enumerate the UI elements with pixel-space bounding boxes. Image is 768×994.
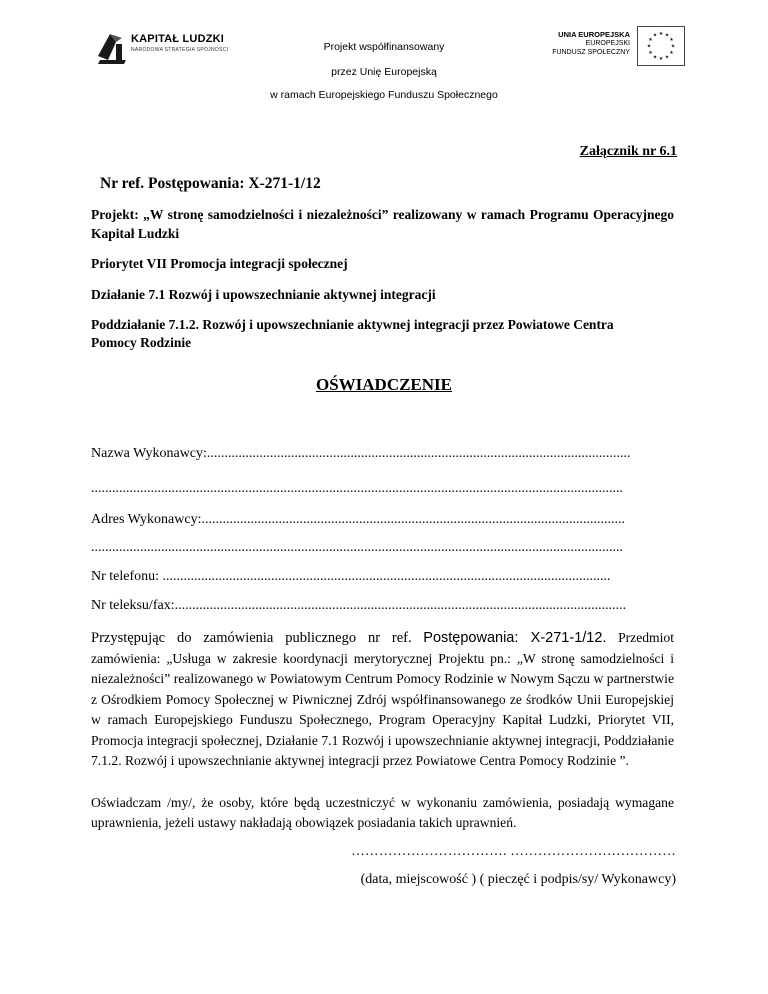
document-title: OŚWIADCZENIE: [315, 375, 453, 394]
phone-field[interactable]: Nr telefonu: ................................................................................................................................: [91, 569, 611, 584]
paragraph-1-c: Przedmiot zamówienia: „Usługa w zakresie koordynacji merytorycznej Projektu pn.: „W stronę samodzielności i niezależności” realizowanego w Powiatowym Centrum Pomocy Rodzinie w Nowym Sączu w partnerstwie z Ośrodkiem Pomocy Społecznej w Piwnicznej Zdrój współfinansowanego ze środków Unii Europejskiej w ramach Europejskiego Funduszu Społecznego, Program Operacyjny Kapitał Ludzki, Priorytet VII, Promocja integracji społecznej, Działanie 7.1 Rozwój i upowszechnianie aktywnej integracji, Poddziałanie 7.1.2. Rozwój i upowszechnianie aktywnej integracji przez Powiatowe Centra Pomocy Rodzinie ”.: [91, 630, 674, 768]
phone-label: Nr telefonu:: [91, 569, 160, 584]
contractor-name-field[interactable]: Nazwa Wykonawcy:.........................................................................................................................: [91, 446, 631, 461]
eu-title: UNIA EUROPEJSKA: [558, 30, 630, 39]
kapital-ludzki-title: KAPITAŁ LUDZKI: [131, 33, 225, 45]
header-line-2: przez Unię Europejską: [331, 66, 437, 78]
statement-paragraph: Oświadczam /my/, że osoby, które będą uczestniczyć w wykonaniu zamówienia, posiadają wymagane uprawnienia, jeżeli ustawy nakładają obowiązek posiadania takich uprawnień.: [91, 795, 674, 830]
kapital-ludzki-subtitle: NARODOWA STRATEGIA SPÓJNOŚCI: [131, 47, 229, 53]
header-line-1: Projekt współfinansowany: [323, 41, 445, 53]
eu-logo-text: [520, 30, 630, 57]
svg-text:★: ★: [669, 37, 674, 43]
project-title: Projekt: „W stronę samodzielności i niezależności” realizowany w ramach Programu Operacyjnego Kapitał Ludzki: [91, 207, 674, 241]
svg-text:★: ★: [646, 43, 652, 50]
header-line-3: w ramach Europejskiego Funduszu Społecznego: [270, 89, 498, 101]
signature-line[interactable]: ……………………………. ………………………………: [351, 843, 676, 858]
svg-text:★: ★: [669, 50, 674, 56]
signature-caption: (data, miejscowość ) ( pieczęć i podpis/sy/ Wykonawcy): [360, 872, 676, 887]
svg-text:★: ★: [664, 32, 670, 39]
svg-text:★: ★: [658, 31, 664, 37]
contractor-address-field[interactable]: Adres Wykonawcy:.........................................................................................................................: [91, 512, 625, 527]
svg-text:★: ★: [648, 50, 653, 56]
attachment-label: Załącznik nr 6.1: [579, 144, 677, 159]
declaration-paragraph: [91, 628, 674, 772]
contractor-name-label: Nazwa Wykonawcy:: [91, 446, 207, 461]
reference-number: Nr ref. Postępowania: X-271-1/12: [100, 175, 321, 192]
eu-line-3: FUNDUSZ SPOŁECZNY: [552, 49, 630, 56]
svg-text:★: ★: [652, 54, 658, 61]
svg-text:★: ★: [648, 37, 653, 43]
paragraph-1-b: Postępowania: X-271-1/12.: [423, 630, 607, 646]
action: Działanie 7.1 Rozwój i upowszechnianie aktywnej integracji: [91, 287, 436, 302]
contractor-name-continuation[interactable]: ........................................................................................................................................................: [91, 481, 623, 496]
svg-text:★: ★: [658, 56, 664, 62]
svg-text:★: ★: [664, 54, 670, 61]
paragraph-1-a: Przystępując do zamówienia publicznego nr ref.: [91, 630, 412, 646]
contractor-address-continuation[interactable]: ........................................................................................................................................................: [91, 540, 623, 555]
contractor-address-label: Adres Wykonawcy:: [91, 512, 202, 527]
svg-text:★: ★: [652, 32, 658, 39]
eu-flag-icon: [637, 26, 685, 66]
fax-label: Nr teleksu/fax:: [91, 598, 175, 613]
eu-line-2: EUROPEJSKI: [585, 40, 630, 47]
subaction: Poddziałanie 7.1.2. Rozwój i upowszechnianie aktywnej integracji przez Powiatowe Centra Pomocy Rodzinie: [91, 317, 614, 350]
svg-text:★: ★: [670, 43, 676, 50]
priority: Priorytet VII Promocja integracji społecznej: [91, 256, 348, 271]
fax-field[interactable]: Nr teleksu/fax:.................................................................................................................................: [91, 598, 627, 613]
